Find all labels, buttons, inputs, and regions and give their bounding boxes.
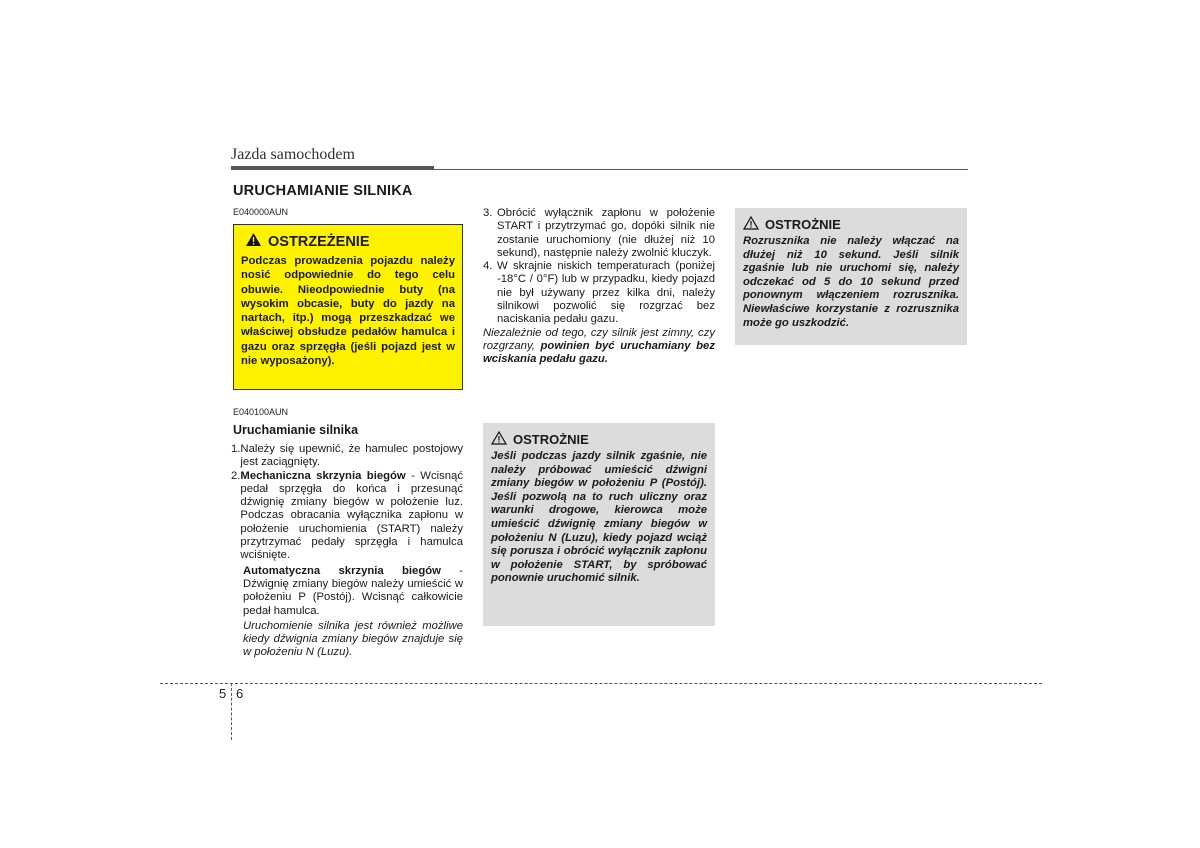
subheading: Uruchamianie silnika [233, 423, 359, 437]
note-bold-italic: powinien być uruchamiany bez wciskania pedału gazu. [483, 339, 715, 366]
step-number: 2. [231, 469, 241, 482]
header-rule [231, 169, 968, 170]
caution-title-row [491, 431, 707, 448]
list-item [231, 443, 463, 470]
caution-box-2 [735, 208, 967, 345]
step-bold-label: Mechaniczna skrzynia biegów [240, 469, 406, 482]
note-italic: Niezależnie od tego, czy silnik jest zimny, czy rozgrzany, [483, 326, 715, 352]
automatic-block [231, 565, 463, 660]
section-code: E040000AUN [233, 207, 289, 217]
step-body: - Wcisnąć pedał sprzęgła do końca i przesunąć dźwignię zmiany biegów w położenie luz. Podczas obracania wyłącznika zapłonu w położenie uruchomienia (START) należy przytrzymać pedały sprzęgła i hamulca wciśnięte. [240, 469, 463, 562]
start-note [483, 327, 715, 367]
list-item [483, 207, 715, 260]
page-heading: URUCHAMIANIE SILNIKA [233, 183, 413, 199]
step-text: Obrócić wyłącznik zapłonu w położenie START i przytrzymać go, dopóki silnik nie zostanie uruchomiony (nie dłużej niż 10 sekund), następnie należy zwolnić kluczyk. [497, 207, 715, 259]
footer-dashed-rule [160, 683, 1042, 684]
warning-text: Podczas prowadzenia pojazdu należy nosić odpowiednie do tego celu obuwie. Nieodpowiednie buty (na wysokim obcasie, buty do jazdy na nartach, itp.) mogą przeszkadzać we właściwej obsłudze pedałów hamulca i gazu oraz sprzęgła (jeśli pojazd jest w nie wyposażony). [241, 255, 455, 368]
section-title: Jazda samochodem [231, 146, 355, 163]
step-number: 3. [483, 207, 493, 219]
list-item [231, 470, 463, 563]
footer-dashed-divider [231, 683, 232, 740]
automatic-bold-label: Automatyczna skrzynia biegów [243, 564, 441, 577]
page-number: 6 [236, 686, 244, 701]
step-number: 1. [231, 443, 241, 455]
caution-box [483, 423, 715, 626]
step-text: W skrajnie niskich temperaturach (poniżej -18°C / 0°F) lub w przypadku, kiedy pojazd nie był używany przez kilka dni, należy silnikowi pozwolić się rozgrzać bez naciskania pedału gazu. [497, 260, 715, 326]
caution-triangle-icon [491, 431, 507, 448]
caution-title: OSTROŻNIE [513, 432, 589, 447]
warning-triangle-icon [245, 232, 262, 251]
caution-text: Rozrusznika nie należy włączać na dłużej niż 10 sekund. Jeśli silnik zgaśnie lub nie uruchomi się, należy odczekać od 5 do 10 sekund przed ponownym włączeniem rozrusznika. Niewłaściwe korzystanie z rozrusznika może go uszkodzić. [743, 235, 959, 329]
steps-list-2 [483, 207, 715, 367]
warning-title: OSTRZEŻENIE [268, 233, 370, 250]
caution-title: OSTROŻNIE [765, 217, 841, 232]
caution-text: Jeśli podczas jazdy silnik zgaśnie, nie należy próbować umieścić dźwigni zmiany biegów w położeniu P (Postój). Jeśli pozwolą na to ruch uliczny oraz warunki drogowe, kierowca może umieścić dźwignię zmiany biegów w położeniu N (Luzu), kiedy pojazd wciąż się porusza i obrócić wyłącznik zapłonu w położenie START, by spróbować ponownie uruchomić silnik. [491, 450, 707, 585]
automatic-text [243, 565, 463, 618]
step-text: Należy się upewnić, że hamulec postojowy jest zaciągnięty. [240, 443, 463, 469]
list-item [483, 260, 715, 326]
warning-title-row [245, 232, 455, 251]
automatic-body: - Dźwignię zmiany biegów należy umieścić w położeniu P (Postój). Wcisnąć całkowicie pedał hamulca. [243, 564, 463, 617]
steps-list [231, 443, 463, 660]
step-text [240, 470, 463, 563]
automatic-note: Uruchomienie silnika jest również możliwe kiedy dźwignia zmiany biegów znajduje się w położeniu N (Luzu). [243, 619, 463, 659]
warning-box [233, 224, 463, 390]
page-section-number: 5 [219, 686, 227, 701]
section-code-2: E040100AUN [233, 407, 289, 417]
step-number: 4. [483, 260, 493, 273]
caution-title-row [743, 216, 959, 233]
caution-triangle-icon [743, 216, 759, 233]
